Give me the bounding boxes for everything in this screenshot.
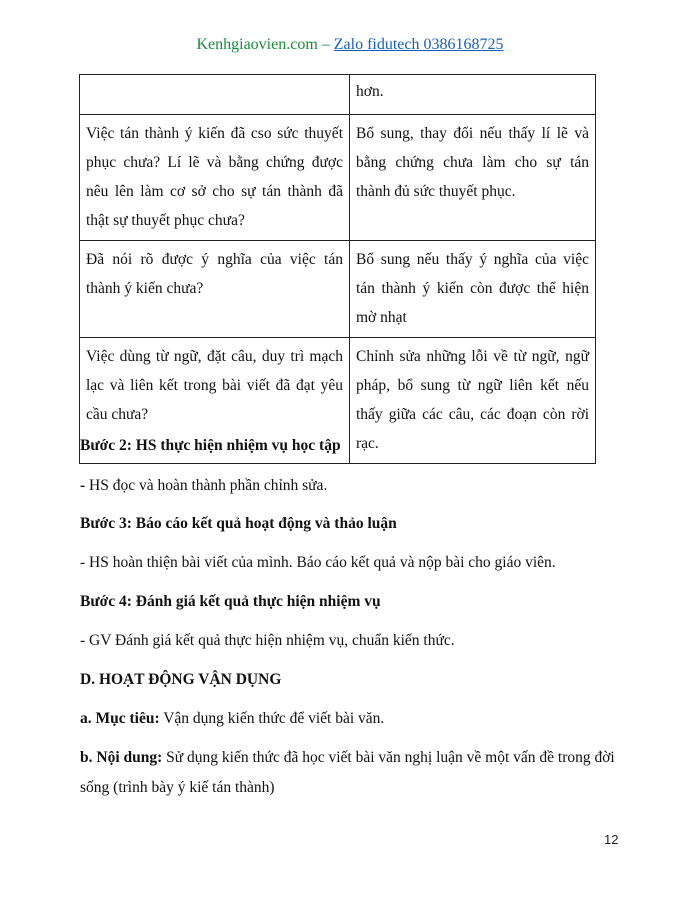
goal-text: Vận dụng kiến thức để viết bài văn. bbox=[159, 710, 385, 727]
table-row bbox=[80, 241, 596, 338]
table-cell-criteria: Việc tán thành ý kiến đã cso sức thuyết phục chưa? Lí lẽ và bằng chứng được nêu lên làm cơ sở cho sự tán thành đã thật sự thuyết phục chưa? bbox=[80, 115, 350, 241]
content-text: Sử dụng kiến thức đã học viết bài văn nghị luận về một vấn đề trong đời sống (trình bày ý kiế tán thành) bbox=[80, 749, 615, 796]
table-cell-action: Bổ sung nếu thấy ý nghĩa của việc tán thành ý kiến còn được thể hiện mờ nhạt bbox=[350, 241, 596, 338]
table-cell-criteria: Việc dùng từ ngữ, đặt câu, duy trì mạch lạc và liên kết trong bài viết đã đạt yêu cầu chưa? bbox=[80, 338, 350, 464]
table-row bbox=[80, 75, 596, 115]
step2-text: HS đọc và hoàn thành phần chỉnh sửa. bbox=[89, 477, 328, 494]
table-cell-action: Chỉnh sửa những lỗi về từ ngữ, ngữ pháp, bổ sung từ ngữ liên kết nếu thấy giữa các câu, các đoạn còn rời rạc. bbox=[350, 338, 596, 464]
table-cell-action: hơn. bbox=[350, 75, 596, 115]
table-cell-criteria bbox=[80, 75, 350, 115]
step2-title: Bước 2: HS thực hiện nhiệm vụ học tập bbox=[80, 437, 341, 454]
step4-paragraph bbox=[80, 626, 620, 656]
header-contact-link[interactable]: Zalo fidutech 0386168725 bbox=[333, 36, 504, 53]
step3-title: Bước 3: Báo cáo kết quả hoạt động và thảo luận bbox=[80, 515, 397, 532]
section-d-heading bbox=[80, 665, 620, 695]
content-paragraph bbox=[80, 743, 620, 803]
goal-label: a. Mục tiêu: bbox=[80, 710, 160, 727]
content-label: b. Nội dung: bbox=[80, 749, 163, 766]
table-cell-action: Bổ sung, thay đổi nếu thấy lí lẽ và bằng chứng chưa làm cho sự tán thành đủ sức thuyết phục. bbox=[350, 115, 596, 241]
step3-heading bbox=[80, 509, 620, 539]
step4-title: Bước 4: Đánh giá kết quả thực hiện nhiệm vụ bbox=[80, 593, 381, 610]
step3-paragraph bbox=[80, 548, 620, 578]
revision-table bbox=[79, 74, 596, 464]
header-site: Kenhgiaovien.com bbox=[196, 36, 318, 53]
page-number: 12 bbox=[604, 832, 619, 847]
step2-dash: - bbox=[80, 477, 90, 494]
step2-paragraph bbox=[80, 471, 620, 501]
table-cell-criteria: Đã nói rõ được ý nghĩa của việc tán thành ý kiến chưa? bbox=[80, 241, 350, 338]
goal-paragraph bbox=[80, 704, 620, 734]
step4-heading bbox=[80, 587, 620, 617]
step3-text: - HS hoàn thiện bài viết của mình. Báo cáo kết quả và nộp bài cho giáo viên. bbox=[80, 554, 556, 571]
section-d-title: D. HOẠT ĐỘNG VẬN DỤNG bbox=[80, 671, 282, 688]
step2-heading bbox=[80, 431, 620, 461]
step4-text: - GV Đánh giá kết quả thực hiện nhiệm vụ, chuẩn kiến thức. bbox=[80, 632, 455, 649]
header-separator: – bbox=[317, 36, 334, 53]
page-header bbox=[0, 36, 700, 54]
table-row bbox=[80, 115, 596, 241]
